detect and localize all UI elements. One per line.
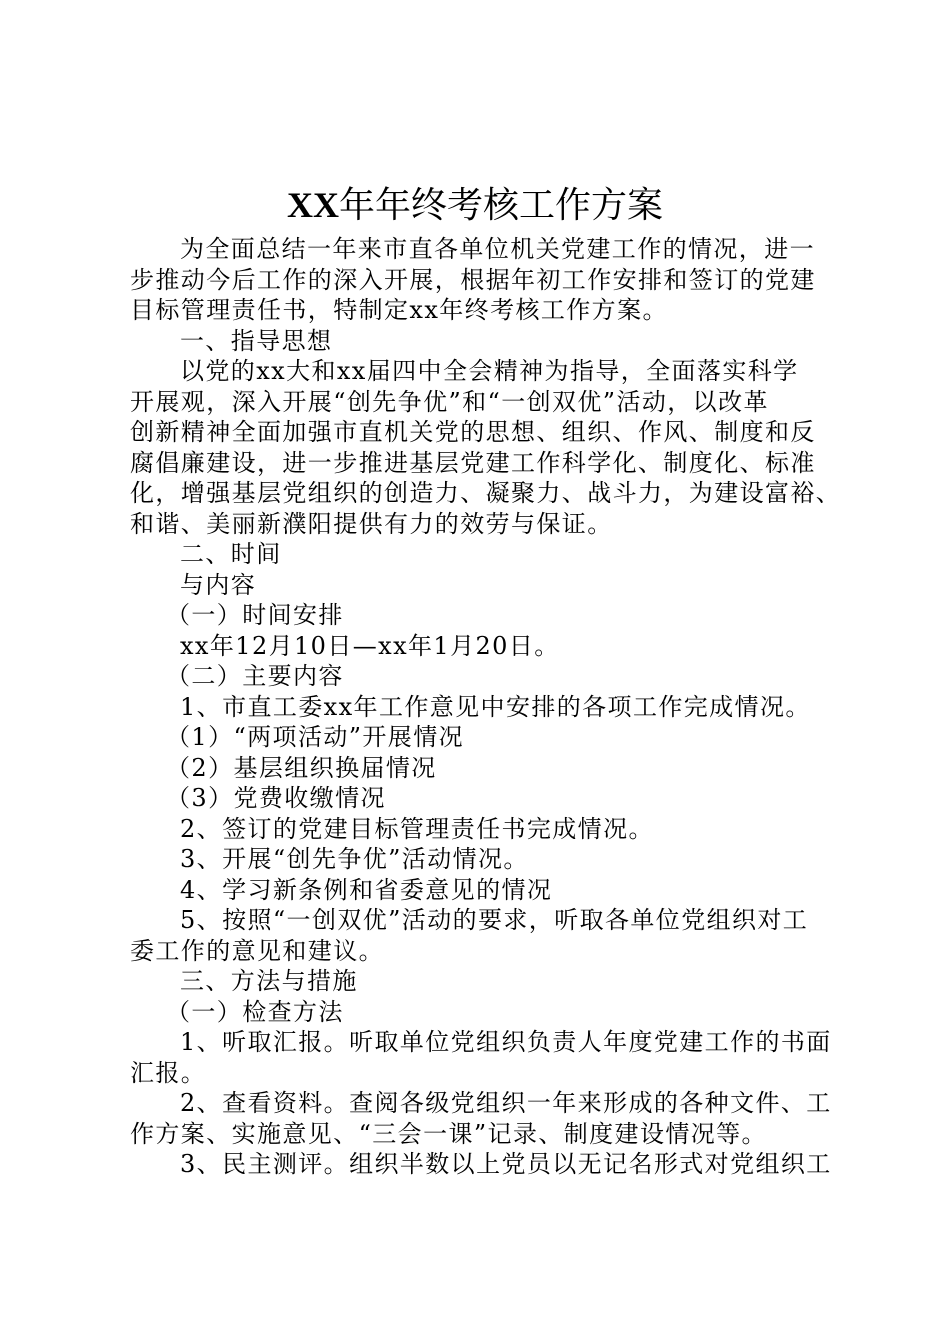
document-body	[130, 234, 842, 1180]
text-line: 1、听取汇报。听取单位党组织负责人年度党建工作的书面	[180, 1028, 832, 1056]
text-line: 委工作的意见和建议。	[130, 936, 384, 965]
text-line: （一）检查方法	[166, 997, 344, 1026]
text-line: （一）时间安排	[166, 601, 344, 629]
text-line: 腐倡廉建设，进一步推进基层党建工作科学化、制度化、标准	[130, 448, 816, 477]
text-line: 与内容	[180, 570, 257, 599]
text-line: 以党的xx大和xx届四中全会精神为指导，全面落实科学	[180, 357, 799, 385]
text-line: 2、查看资料。查阅各级党组织一年来形成的各种文件、工	[180, 1089, 832, 1117]
text-line: 作方案、实施意见、“三会一课”记录、制度建设情况等。	[130, 1119, 767, 1148]
text-line: 3、民主测评。组织半数以上党员以无记名形式对党组织工	[180, 1150, 832, 1178]
text-line: （1）“两项活动”开展情况	[166, 723, 465, 751]
text-line: 创新精神全面加强市直机关党的思想、组织、作风、制度和反	[130, 418, 816, 446]
text-line: 目标管理责任书，特制定xx年终考核工作方案。	[130, 296, 668, 324]
text-line: 开展观，深入开展“创先争优”和“一创双优”活动，以改革	[130, 387, 769, 416]
document-title	[0, 182, 950, 229]
text-line: xx年12月10日—xx年1月20日。	[180, 631, 560, 660]
text-line: （3）党费收缴情况	[166, 784, 386, 812]
title-prefix: XX	[286, 185, 339, 225]
text-line: 三、方法与措施	[180, 967, 358, 995]
title-text: 年年终考核工作方案	[338, 185, 663, 226]
text-line: （二）主要内容	[166, 662, 344, 690]
text-line: 1、市直工委xx年工作意见中安排的各项工作完成情况。	[180, 692, 811, 721]
text-line: 化，增强基层党组织的创造力、凝聚力、战斗力，为建设富裕、	[130, 479, 842, 507]
text-line: （2）基层组织换届情况	[166, 753, 437, 782]
text-line: 一、指导思想	[180, 326, 333, 355]
text-line: 和谐、美丽新濮阳提供有力的效劳与保证。	[130, 509, 613, 538]
text-line: 4、学习新条例和省委意见的情况	[180, 875, 553, 904]
text-line: 二、时间	[180, 540, 282, 568]
text-line: 5、按照“一创双优”活动的要求，听取各单位党组织对工	[180, 906, 809, 934]
text-line: 汇报。	[130, 1058, 207, 1087]
text-line: 3、开展“创先争优”活动情况。	[180, 845, 529, 873]
text-line: 2、签订的党建目标管理责任书完成情况。	[180, 814, 654, 843]
text-line: 为全面总结一年来市直各单位机关党建工作的情况，进一	[180, 235, 815, 263]
text-line: 步推动今后工作的深入开展，根据年初工作安排和签订的党建	[130, 265, 816, 294]
